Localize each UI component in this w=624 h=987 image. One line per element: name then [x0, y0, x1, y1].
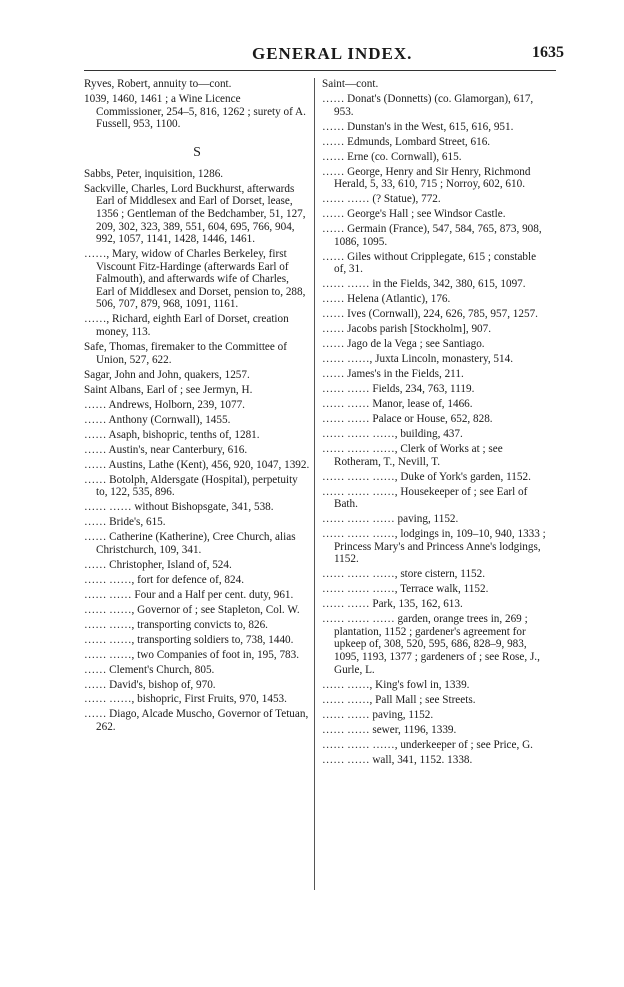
- index-entry: …… Austin's, near Canterbury, 616.: [84, 443, 248, 456]
- index-entry: …… …… …… paving, 1152.: [322, 513, 459, 526]
- index-entry: …… …… ……, Duke of York's garden, 1152.: [322, 470, 531, 483]
- index-entry: ……, Mary, widow of Charles Berkeley, first Viscount Fitz-Hardinge (afterwards Earl of Falmouth), and afterwards wife of Charles, Earl of Middlesex and Dorset, pension to, 288, 506, 707, 879, 968, 1091, 1161.: [84, 248, 306, 311]
- index-entry: Ryves, Robert, annuity to—cont.: [84, 78, 232, 90]
- index-entry: …… …… ……, building, 437.: [322, 428, 463, 441]
- index-entry: …… …… Manor, lease of, 1466.: [322, 398, 473, 411]
- index-entry: …… Edmunds, Lombard Street, 616.: [322, 135, 491, 148]
- entry-gap: [84, 133, 310, 143]
- index-entry: …… ……, transporting convicts to, 826.: [84, 618, 268, 631]
- index-entry: …… ……, Governor of ; see Stapleton, Col. W.: [84, 603, 300, 616]
- index-entry: …… …… Fields, 234, 763, 1119.: [322, 383, 475, 396]
- index-entry: …… …… ……, store cistern, 1152.: [322, 568, 486, 581]
- index-entry: Sagar, John and John, quakers, 1257.: [84, 368, 250, 381]
- index-entry: …… Clement's Church, 805.: [84, 663, 215, 676]
- index-entry: …… …… Palace or House, 652, 828.: [322, 413, 493, 426]
- index-entry: …… …… paving, 1152.: [322, 708, 434, 721]
- index-entry: …… ……, Pall Mall ; see Streets.: [322, 693, 476, 706]
- index-entry: …… …… in the Fields, 342, 380, 615, 1097.: [322, 278, 526, 291]
- index-entry: …… Anthony (Cornwall), 1455.: [84, 413, 231, 426]
- index-entry: …… Christopher, Island of, 524.: [84, 558, 232, 571]
- page-number: 1635: [532, 44, 564, 61]
- index-entry: …… …… ……, Clerk of Works at ; see Rotheram, T., Nevill, T.: [322, 443, 503, 468]
- index-entry: …… ……, Juxta Lincoln, monastery, 514.: [322, 353, 513, 366]
- index-entry: …… Ives (Cornwall), 224, 626, 785, 957, 1257.: [322, 308, 538, 321]
- index-entry: …… Jago de la Vega ; see Santiago.: [322, 338, 485, 351]
- index-entry: …… Andrews, Holborn, 239, 1077.: [84, 398, 245, 411]
- index-entry: …… Germain (France), 547, 584, 765, 873, 908, 1086, 1095.: [322, 223, 542, 248]
- index-entry: …… Jacobs parish [Stockholm], 907.: [322, 323, 492, 336]
- index-entry: …… James's in the Fields, 211.: [322, 368, 464, 381]
- index-entry: …… Asaph, bishopric, tenths of, 1281.: [84, 428, 260, 441]
- index-entry: …… Diago, Alcade Muscho, Governor of Tetuan, 262.: [84, 708, 309, 734]
- index-entry: …… …… ……, lodgings in, 109–10, 940, 1333 ; Princess Mary's and Princess Anne's lodgings, 1152.: [322, 528, 546, 566]
- index-entry: …… Giles without Cripplegate, 615 ; constable of, 31.: [322, 250, 537, 276]
- index-entry: …… Donat's (Donnetts) (co. Glamorgan), 617, 953.: [322, 92, 534, 118]
- index-entry: …… …… …… garden, orange trees in, 269 ; plantation, 1152 ; gardener's agreement for upkeep of, 308, 520, 595, 686, 828–9, 983, 1095, 1193, 1377 ; gardeners of ; see Rose, J., Gurle, L.: [322, 613, 540, 676]
- index-entry: …… …… wall, 341, 1152. 1338.: [322, 753, 473, 766]
- index-entry: …… David's, bishop of, 970.: [84, 678, 216, 691]
- running-title: GENERAL INDEX.: [252, 44, 413, 63]
- index-entry: 1039, 1460, 1461 ; a Wine Licence Commissioner, 254–5, 816, 1262 ; surety of A. Fussell, 953, 1100.: [84, 92, 306, 131]
- index-entry: Saint Albans, Earl of ; see Jermyn, H.: [84, 383, 253, 396]
- index-column-right: [322, 78, 548, 769]
- index-entry: …… Dunstan's in the West, 615, 616, 951.: [322, 120, 514, 133]
- page-header: [0, 44, 624, 70]
- index-entry: …… …… ……, Housekeeper of ; see Earl of Bath.: [322, 485, 528, 511]
- index-entry: …… …… ……, Terrace walk, 1152.: [322, 583, 489, 596]
- index-column-left: [84, 78, 310, 736]
- index-entry: …… ……, two Companies of foot in, 195, 783.: [84, 648, 300, 661]
- column-divider: [314, 78, 315, 890]
- index-entry: …… …… ……, underkeeper of ; see Price, G.: [322, 738, 533, 751]
- index-entry: …… …… Four and a Half per cent. duty, 961.: [84, 588, 294, 601]
- section-letter: S: [193, 145, 201, 161]
- header-rule: [84, 70, 556, 71]
- index-entry: …… …… (? Statue), 772.: [322, 193, 441, 206]
- index-entry: …… …… sewer, 1196, 1339.: [322, 723, 457, 736]
- index-entry: Saint—cont.: [322, 78, 379, 90]
- index-entry: …… Erne (co. Cornwall), 615.: [322, 150, 462, 163]
- index-entry: …… …… Park, 135, 162, 613.: [322, 598, 463, 611]
- index-entry: …… George, Henry and Sir Henry, Richmond Herald, 5, 33, 610, 715 ; Norroy, 602, 610.: [322, 165, 531, 191]
- index-entry: …… Austins, Lathe (Kent), 456, 920, 1047, 1392.: [84, 458, 310, 471]
- index-entry: …… Bride's, 615.: [84, 516, 166, 529]
- index-entry: …… ……, fort for defence of, 824.: [84, 573, 244, 586]
- index-entry: …… Botolph, Aldersgate (Hospital), perpetuity to, 122, 535, 896.: [84, 473, 298, 499]
- index-entry: Sabbs, Peter, inquisition, 1286.: [84, 167, 224, 180]
- index-entry: Sackville, Charles, Lord Buckhurst, afterwards Earl of Middlesex and Earl of Dorset, lease, 1356 ; Gentleman of the Bedchamber, 51, 127, 209, 302, 323, 389, 551, 604, 695, 766, 904, 992, 1057, 1141, 1428, 1446, 1461.: [84, 182, 306, 246]
- index-entry: …… Catherine (Katherine), Cree Church, alias Christchurch, 109, 341.: [84, 531, 296, 556]
- index-entry: …… ……, bishopric, First Fruits, 970, 1453.: [84, 693, 287, 706]
- index-entry: ……, Richard, eighth Earl of Dorset, creation money, 113.: [84, 313, 289, 339]
- index-entry: Safe, Thomas, firemaker to the Committee of Union, 527, 622.: [84, 341, 287, 366]
- index-entry: …… ……, transporting soldiers to, 738, 1440.: [84, 633, 294, 646]
- index-entry: …… …… without Bishopsgate, 341, 538.: [84, 501, 274, 514]
- index-entry: …… George's Hall ; see Windsor Castle.: [322, 208, 506, 221]
- index-entry: …… ……, King's fowl in, 1339.: [322, 678, 470, 691]
- index-entry: …… Helena (Atlantic), 176.: [322, 293, 451, 306]
